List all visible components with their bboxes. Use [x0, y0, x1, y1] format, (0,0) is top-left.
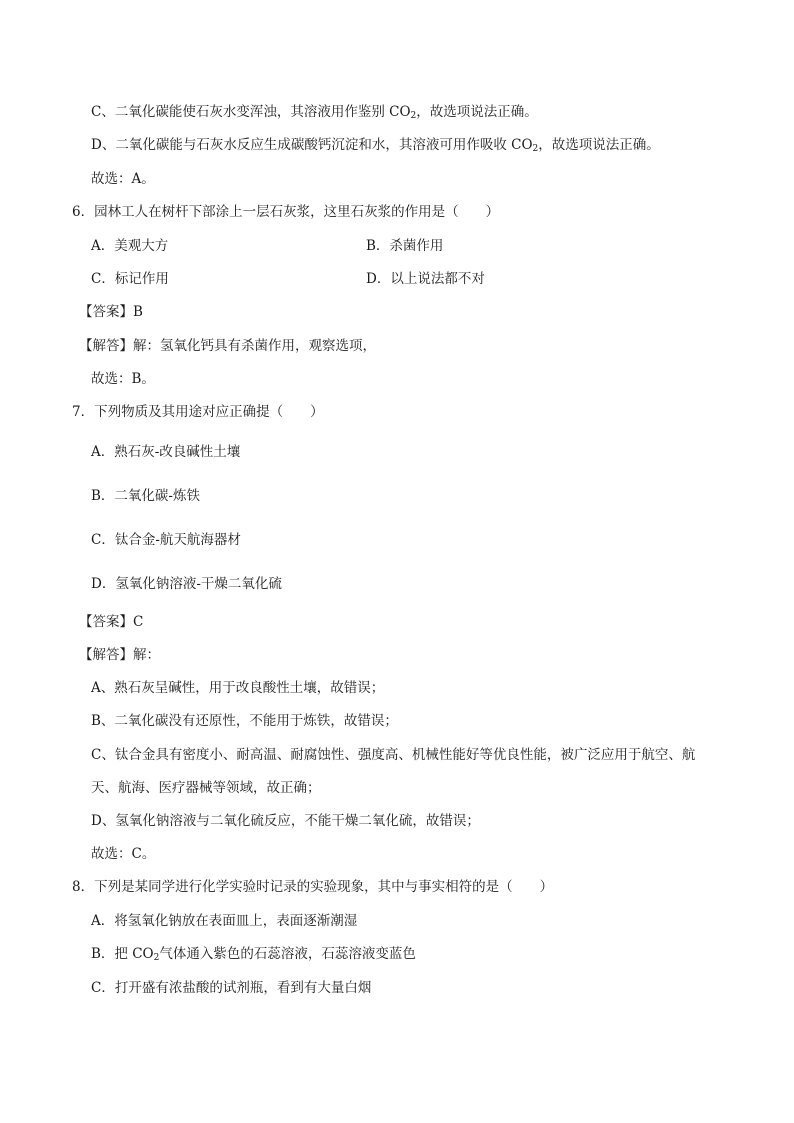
- q7-explanation-c-cont: 天、航海、医疗器械等领域，故正确；: [91, 780, 321, 796]
- question-8-stem: 8．下列是某同学进行化学实验时记录的实验现象，其中与事实相符的是（ ）: [72, 879, 554, 895]
- select-line: 故选：A。: [91, 171, 155, 187]
- q6-analysis: 【解答】解：氢氧化钙具有杀菌作用，观察选项，: [79, 338, 376, 354]
- q7-explanation-c: C、钛合金具有密度小、耐高温、耐腐蚀性、强度高、机械性能好等优良性能，被广泛应用于航空、航: [91, 747, 696, 763]
- explanation-c-line: C、二氧化碳能使石灰水变浑浊，其溶液用作鉴别 $CO_2$，故选项说法正确。: [91, 104, 538, 121]
- explanation-d-line: D、二氧化碳能与石灰水反应生成碳酸钙沉淀和水，其溶液可用作吸收 $CO_2$，故选项说法正确。: [91, 137, 660, 154]
- q7-explanation-d: D、氢氧化钠溶液与二氧化硫反应，不能干燥二氧化硫，故错误；: [91, 813, 480, 829]
- q8-option-c: C．打开盛有浓盐酸的试剂瓶，看到有大量白烟: [91, 980, 372, 996]
- q7-option-c: C．钛合金-航天航海器材: [91, 532, 241, 548]
- q7-answer: 【答案】C: [79, 614, 144, 630]
- q6-select: 故选：B。: [91, 371, 155, 387]
- q6-answer: 【答案】B: [79, 304, 143, 320]
- q6-option-a: A．美观大方: [91, 238, 169, 254]
- q7-option-a: A．熟石灰-改良碱性土壤: [91, 444, 241, 460]
- question-7-stem: 7．下列物质及其用途对应正确提（ ）: [72, 404, 324, 420]
- q7-analysis: 【解答】解：: [79, 647, 160, 663]
- q6-option-c: C．标记作用: [91, 271, 169, 287]
- q6-option-b: B．杀菌作用: [366, 238, 444, 254]
- q7-option-d: D．氢氧化钠溶液-干燥二氧化硫: [91, 576, 282, 592]
- q7-select: 故选：C。: [91, 846, 156, 862]
- q7-option-b: B．二氧化碳-炼铁: [91, 488, 200, 504]
- q8-option-b: B．把 $CO_2$气体通入紫色的石蕊溶液，石蕊溶液变蓝色: [91, 946, 416, 963]
- question-6-stem: 6．园林工人在树杆下部涂上一层石灰浆，这里石灰浆的作用是（ ）: [72, 204, 500, 220]
- q8-option-a: A．将氢氧化钠放在表面皿上，表面逐渐潮湿: [91, 913, 358, 929]
- q7-explanation-b: B、二氧化碳没有还原性，不能用于炼铁，故错误；: [91, 713, 398, 729]
- q7-explanation-a: A、熟石灰呈碱性，用于改良酸性土壤，故错误；: [91, 680, 385, 696]
- q6-option-d: D．以上说法都不对: [366, 271, 485, 287]
